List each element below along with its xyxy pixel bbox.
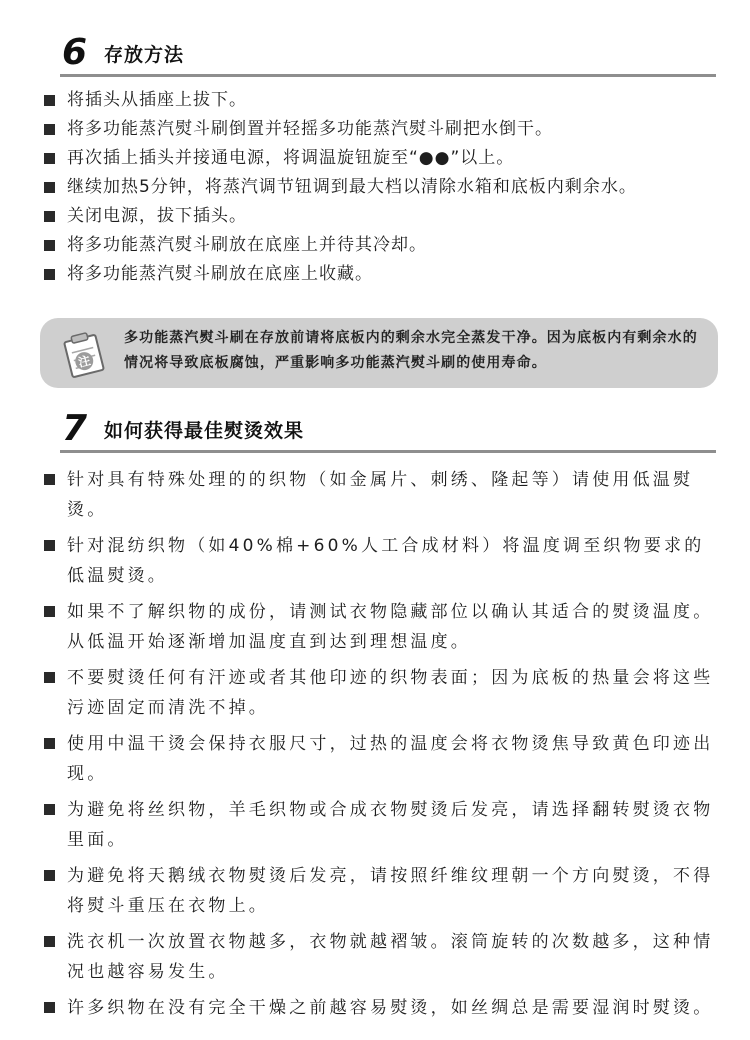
section-title: 如何获得最佳熨烫效果 [104,420,305,442]
list-item [40,144,720,173]
section-number: 6 [62,32,88,73]
section-7-list [40,465,720,1029]
list-item-text: 为避免将天鹅绒衣物熨烫后发亮，请按照纤维纹理朝一个方向熨烫，不得将熨斗重压在衣物上。 [67,866,714,916]
list-item-text: 如果不了解织物的成份，请测试衣物隐藏部位以确认其适合的熨烫温度。从低温开始逐渐增加温度直到达到理想温度。 [67,602,714,652]
square-bullet-icon [44,240,55,251]
list-item [40,927,720,987]
list-item [40,173,720,202]
square-bullet-icon [44,672,55,683]
list-item [40,531,720,591]
section-7-heading [60,408,716,451]
list-item [40,729,720,789]
square-bullet-icon [44,870,55,881]
square-bullet-icon [44,804,55,815]
square-bullet-icon [44,153,55,164]
list-item [40,795,720,855]
list-item-text: 针对混纺织物（如40%棉+60%人工合成材料）将温度调至织物要求的低温熨烫。 [67,536,705,586]
square-bullet-icon [44,606,55,617]
list-item [40,993,720,1023]
section-number: 7 [62,408,88,449]
section-divider [60,450,716,453]
note-text: 多功能蒸汽熨斗刷在存放前请将底板内的剩余水完全蒸发干净。因为底板内有剩余水的情况将导致底板腐蚀，严重影响多功能蒸汽熨斗刷的使用寿命。 [124,330,698,371]
square-bullet-icon [44,124,55,135]
list-item-text: 为避免将丝织物，羊毛织物或合成衣物熨烫后发亮，请选择翻转熨烫衣物里面。 [67,800,714,850]
section-6-heading [60,32,716,75]
list-item [40,202,720,231]
square-bullet-icon [44,269,55,280]
section-divider [60,74,716,77]
list-item-text: 再次插上插头并接通电源，将调温旋钮旋至“●●”以上。 [67,148,515,168]
list-item [40,597,720,657]
list-item-text: 关闭电源，拔下插头。 [67,206,247,226]
list-item-text: 将多功能蒸汽熨斗刷倒置并轻摇多功能蒸汽熨斗刷把水倒干。 [67,119,553,139]
square-bullet-icon [44,211,55,222]
list-item-text: 洗衣机一次放置衣物越多，衣物就越褶皱。滚筒旋转的次数越多，这种情况也越容易发生。 [67,932,714,982]
list-item-text: 将插头从插座上拔下。 [67,90,247,110]
square-bullet-icon [44,738,55,749]
list-item-text: 针对具有特殊处理的的织物（如金属片、刺绣、隆起等）请使用低温熨烫。 [67,470,694,520]
list-item-text: 继续加热5分钟，将蒸汽调节钮调到最大档以清除水箱和底板内剩余水。 [67,177,637,197]
list-item-text: 将多功能蒸汽熨斗刷放在底座上并待其冷却。 [67,235,427,255]
list-item [40,663,720,723]
square-bullet-icon [44,474,55,485]
square-bullet-icon [44,1002,55,1013]
square-bullet-icon [44,936,55,947]
square-bullet-icon [44,95,55,106]
list-item [40,465,720,525]
list-item [40,86,720,115]
list-item [40,231,720,260]
section-6-list [40,86,720,289]
list-item-text: 不要熨烫任何有汗迹或者其他印迹的织物表面；因为底板的热量会将这些污迹固定而清洗不掉。 [67,668,714,718]
list-item [40,260,720,289]
note-box [40,318,718,388]
clipboard-note-icon [56,328,112,380]
section-title: 存放方法 [104,44,185,66]
list-item-text: 将多功能蒸汽熨斗刷放在底座上收藏。 [67,264,373,284]
list-item [40,115,720,144]
square-bullet-icon [44,540,55,551]
list-item-text: 使用中温干烫会保持衣服尺寸，过热的温度会将衣物烫焦导致黄色印迹出现。 [67,734,714,784]
list-item [40,861,720,921]
list-item-text: 许多织物在没有完全干燥之前越容易熨烫，如丝绸总是需要湿润时熨烫。 [67,998,714,1018]
svg-text:注: 注 [76,353,92,370]
square-bullet-icon [44,182,55,193]
